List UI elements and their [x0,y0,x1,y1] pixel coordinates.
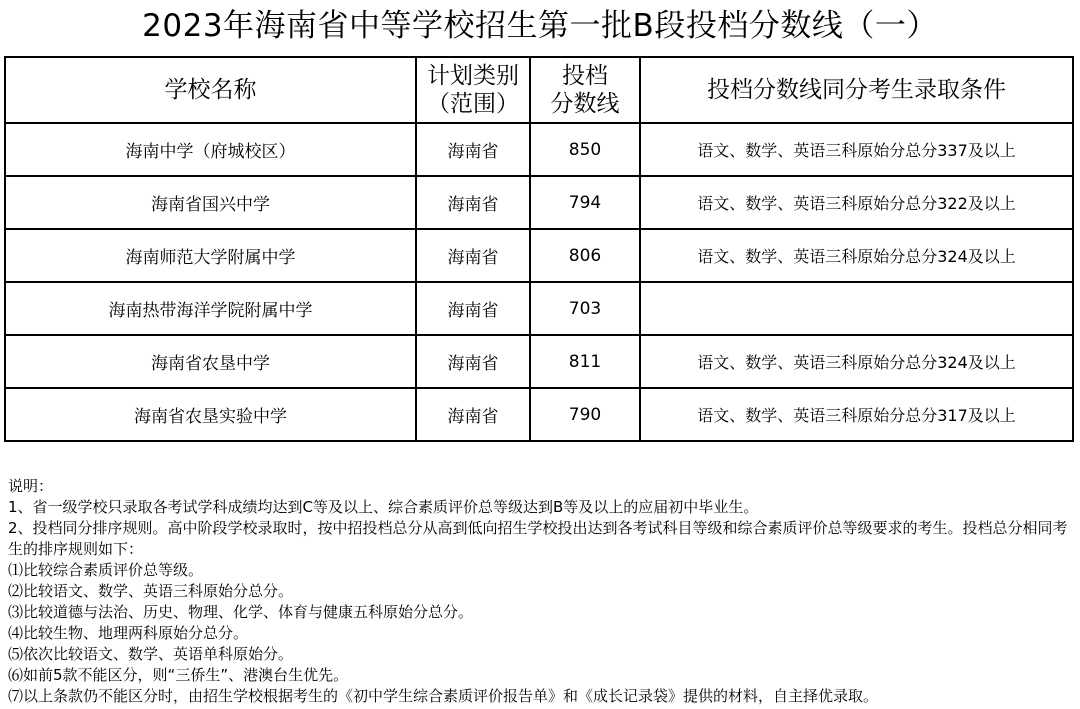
score-line: 806 [530,229,640,282]
note-line: ⑵比较语文、数学、英语三科原始分总分。 [8,582,294,600]
note-line: ⑺以上条款仍不能区分时，由招生学校根据考生的《初中学生综合素质评价报告单》和《成长记录袋》提供的材料，自主择优录取。 [8,687,879,705]
table-row [5,176,1073,229]
plan-category: 海南省 [416,282,530,335]
score-line: 850 [530,123,640,176]
school-name: 海南热带海洋学院附属中学 [5,282,416,335]
score-line: 790 [530,388,640,441]
notes-heading: 说明： [8,477,54,495]
plan-category: 海南省 [416,176,530,229]
tie-condition: 语文、数学、英语三科原始分总分324及以上 [640,229,1073,282]
header-score [530,57,640,123]
school-name: 海南省农垦中学 [5,335,416,388]
plan-category: 海南省 [416,123,530,176]
school-name: 海南省国兴中学 [5,176,416,229]
page-title: 2023年海南省中等学校招生第一批B段投档分数线（一） [142,8,938,44]
tie-condition: 语文、数学、英语三科原始分总分324及以上 [640,335,1073,388]
notes-section [8,476,1074,707]
note-line: ⑶比较道德与法治、历史、物理、化学、体育与健康五科原始分总分。 [8,603,474,621]
table-row [5,123,1073,176]
plan-category: 海南省 [416,335,530,388]
score-table [4,56,1074,442]
header-plan-line2: （范围） [427,91,519,117]
note-line: ⑹如前5款不能区分，则“三侨生”、港澳台生优先。 [8,666,349,684]
school-name: 海南中学（府城校区） [5,123,416,176]
header-score-line1: 投档 [562,63,608,89]
header-plan [416,57,530,123]
table-row [5,335,1073,388]
table-header-row [5,57,1073,123]
plan-category: 海南省 [416,388,530,441]
table-row [5,388,1073,441]
score-line: 811 [530,335,640,388]
note-line: 2、投档同分排序规则。高中阶段学校录取时，按中招投档总分从高到低向招生学校投出达到各考试科目等级和综合素质评价总等级要求的考生。投档总分相同考生的排序规则如下： [8,519,1068,558]
tie-condition [640,282,1073,335]
score-line: 794 [530,176,640,229]
score-line: 703 [530,282,640,335]
plan-category: 海南省 [416,229,530,282]
header-school: 学校名称 [5,57,416,123]
header-condition: 投档分数线同分考生录取条件 [640,57,1073,123]
table-row [5,229,1073,282]
note-line: ⑷比较生物、地理两科原始分总分。 [8,624,249,642]
note-line: ⑸依次比较语文、数学、英语单科原始分。 [8,645,294,663]
tie-condition: 语文、数学、英语三科原始分总分317及以上 [640,388,1073,441]
school-name: 海南师范大学附属中学 [5,229,416,282]
table-row [5,282,1073,335]
header-score-line2: 分数线 [550,91,620,117]
header-plan-line1: 计划类别 [427,63,519,89]
note-line: 1、省一级学校只录取各考试学科成绩均达到C等及以上、综合素质评价总等级达到B等及以上的应届初中毕业生。 [8,498,759,516]
tie-condition: 语文、数学、英语三科原始分总分322及以上 [640,176,1073,229]
tie-condition: 语文、数学、英语三科原始分总分337及以上 [640,123,1073,176]
school-name: 海南省农垦实验中学 [5,388,416,441]
note-line: ⑴比较综合素质评价总等级。 [8,561,204,579]
